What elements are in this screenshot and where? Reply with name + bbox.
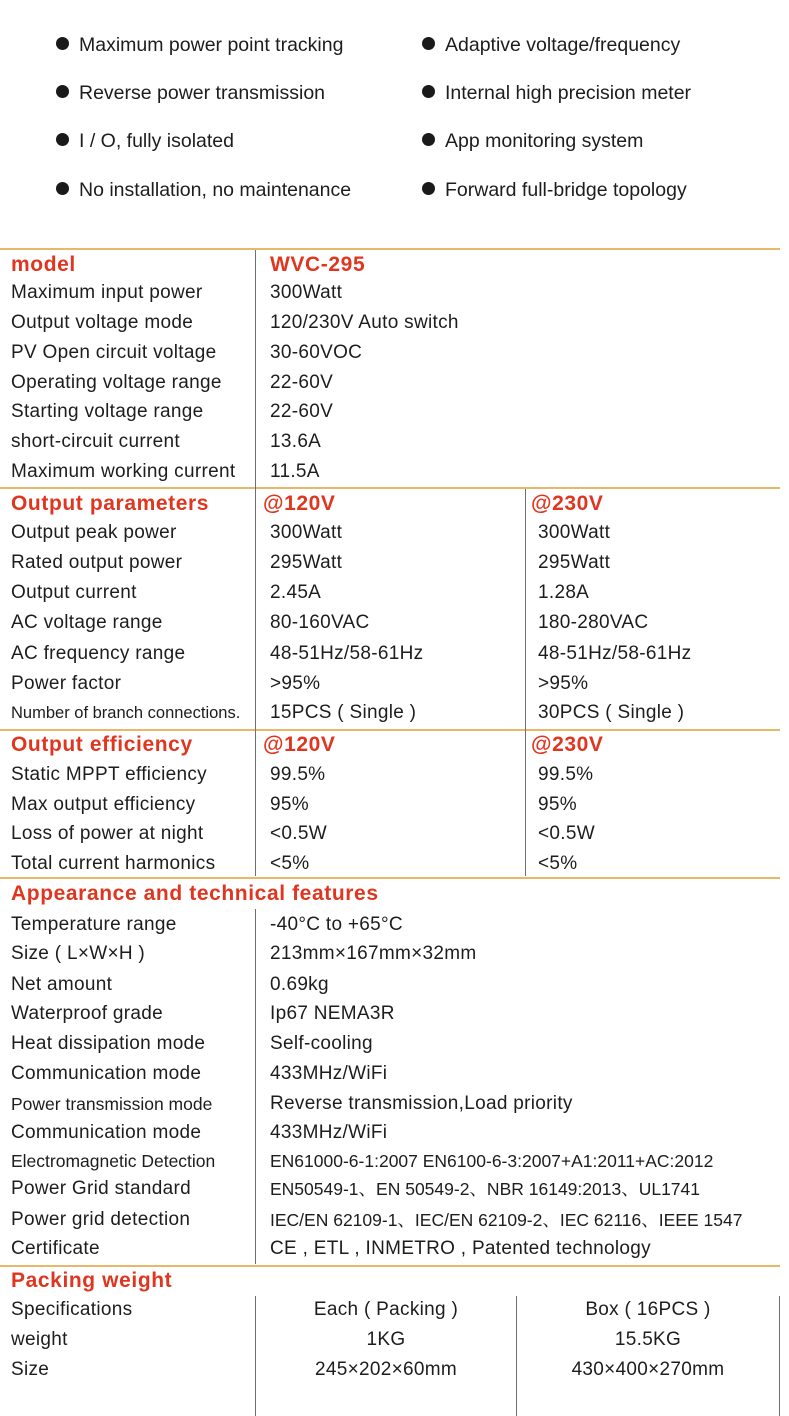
- row-value-120v: <0.5W: [270, 823, 327, 844]
- section-title: Output efficiency: [11, 733, 193, 756]
- table-row: [0, 1089, 789, 1119]
- row-label: AC frequency range: [11, 643, 186, 664]
- feature-label: Internal high precision meter: [445, 82, 692, 104]
- feature-item: [422, 130, 643, 153]
- row-value-120v: 15PCS ( Single ): [270, 702, 417, 723]
- table-row: [0, 669, 789, 699]
- feature-label: Forward full-bridge topology: [445, 179, 687, 201]
- row-label: Communication mode: [11, 1122, 202, 1143]
- row-label: Rated output power: [11, 552, 183, 573]
- row-label: Maximum input power: [11, 282, 203, 303]
- bullet-icon: [56, 182, 69, 195]
- row-value-230v: 99.5%: [538, 764, 594, 785]
- row-value-120v: 2.45A: [270, 582, 322, 603]
- row-label: Specifications: [11, 1299, 133, 1320]
- row-value-each: 245×202×60mm: [315, 1359, 457, 1380]
- table-row: [0, 760, 789, 790]
- feature-item: [56, 82, 325, 105]
- feature-list: [0, 0, 789, 215]
- row-value-120v: <5%: [270, 853, 310, 874]
- row-value: Reverse transmission,Load priority: [270, 1093, 573, 1114]
- row-label: Communication mode: [11, 1063, 202, 1084]
- row-value: 22-60V: [270, 372, 334, 393]
- feature-item: [422, 82, 691, 105]
- bullet-icon: [422, 85, 435, 98]
- table-row: [0, 790, 789, 820]
- bullet-icon: [422, 133, 435, 146]
- table-row: [0, 278, 789, 308]
- table-row: [0, 1059, 789, 1089]
- row-value: CE , ETL , INMETRO , Patented technology: [270, 1238, 651, 1259]
- table-row: [0, 548, 789, 578]
- section-header-output-parameters: [0, 489, 789, 519]
- table-row: [0, 578, 789, 608]
- row-label: Output voltage mode: [11, 312, 194, 333]
- feature-item: [422, 34, 680, 57]
- row-label: Heat dissipation mode: [11, 1033, 206, 1054]
- table-row: [0, 1325, 789, 1355]
- section-header-appearance: [0, 879, 789, 909]
- feature-item: [422, 179, 687, 202]
- row-label: Loss of power at night: [11, 823, 204, 844]
- row-value-120v: 295Watt: [270, 552, 343, 573]
- row-value-230v: >95%: [538, 673, 589, 694]
- row-label: Power transmission mode: [11, 1094, 213, 1114]
- table-row: [0, 308, 789, 338]
- row-value: 30-60VOC: [270, 342, 363, 363]
- row-value: -40°C to +65°C: [270, 914, 403, 935]
- row-value: 433MHz/WiFi: [270, 1122, 388, 1143]
- row-label: Power factor: [11, 673, 122, 694]
- row-value: 22-60V: [270, 401, 334, 422]
- row-value-230v: 1.28A: [538, 582, 590, 603]
- spec-table: [0, 248, 789, 1416]
- table-row: [0, 1118, 789, 1148]
- feature-label: Adaptive voltage/frequency: [445, 34, 681, 56]
- table-row: [0, 608, 789, 638]
- row-label: Static MPPT efficiency: [11, 764, 207, 785]
- row-label: Power grid detection: [11, 1209, 191, 1230]
- row-value-box: 430×400×270mm: [571, 1359, 725, 1380]
- row-label: AC voltage range: [11, 612, 163, 633]
- row-label: Max output efficiency: [11, 794, 196, 815]
- row-label: PV Open circuit voltage: [11, 342, 217, 363]
- row-value-230v: <5%: [538, 853, 578, 874]
- row-label: Size: [11, 1359, 50, 1380]
- table-row: [0, 338, 789, 368]
- feature-label: Maximum power point tracking: [79, 34, 344, 56]
- row-value: 11.5A: [270, 461, 320, 482]
- row-value: 300Watt: [270, 282, 343, 303]
- column-header-120v: @120V: [263, 733, 336, 756]
- row-label: Operating voltage range: [11, 372, 222, 393]
- row-value-230v: 48-51Hz/58-61Hz: [538, 643, 692, 664]
- row-value: EN61000-6-1:2007 EN6100-6-3:2007+A1:2011+AC:2012: [270, 1151, 714, 1171]
- row-value-120v: >95%: [270, 673, 321, 694]
- row-label: Waterproof grade: [11, 1003, 163, 1024]
- row-value-120v: 95%: [270, 794, 309, 815]
- section-header-output-efficiency: [0, 730, 789, 760]
- row-value-230v: 30PCS ( Single ): [538, 702, 685, 723]
- row-label: Electromagnetic Detection: [11, 1151, 216, 1171]
- table-row: [0, 970, 789, 1000]
- section-title: Appearance and technical features: [11, 882, 379, 905]
- section-header-packing: [0, 1266, 789, 1296]
- table-row: [0, 1146, 789, 1176]
- row-value: 433MHz/WiFi: [270, 1063, 388, 1084]
- table-row: [0, 1295, 789, 1325]
- table-row: [0, 999, 789, 1029]
- row-label: Net amount: [11, 974, 113, 995]
- feature-item: [56, 179, 351, 202]
- bullet-icon: [56, 37, 69, 50]
- table-row: [0, 1205, 789, 1235]
- feature-label: I / O, fully isolated: [79, 130, 234, 152]
- column-header-230v: @230V: [531, 492, 604, 515]
- row-label: Size ( L×W×H ): [11, 943, 146, 964]
- section-title: Packing weight: [11, 1269, 173, 1292]
- row-value-230v: 95%: [538, 794, 577, 815]
- row-label: Output current: [11, 582, 137, 603]
- feature-item: [56, 34, 343, 57]
- row-value: IEC/EN 62109-1、IEC/EN 62109-2、IEC 62116、IEEE 1547: [270, 1210, 743, 1230]
- row-value-each: 1KG: [366, 1329, 406, 1350]
- column-header-box: Box ( 16PCS ): [585, 1299, 711, 1320]
- table-row: [0, 910, 789, 940]
- table-row: [0, 427, 789, 457]
- feature-label: Reverse power transmission: [79, 82, 326, 104]
- row-value-230v: 180-280VAC: [538, 612, 649, 633]
- row-value-120v: 300Watt: [270, 522, 343, 543]
- table-row: [0, 819, 789, 849]
- row-value-230v: 300Watt: [538, 522, 611, 543]
- bullet-icon: [422, 37, 435, 50]
- table-row: [0, 1234, 789, 1264]
- model-name: WVC-295: [270, 253, 366, 276]
- row-value-120v: 80-160VAC: [270, 612, 370, 633]
- bullet-icon: [56, 133, 69, 146]
- row-value: 13.6A: [270, 431, 322, 452]
- row-label: Power Grid standard: [11, 1178, 191, 1199]
- row-value-230v: 295Watt: [538, 552, 611, 573]
- feature-label: No installation, no maintenance: [79, 179, 352, 201]
- section-header-model: [0, 250, 789, 280]
- row-value: Self-cooling: [270, 1033, 373, 1054]
- column-header-each: Each ( Packing ): [313, 1299, 459, 1320]
- row-label: Total current harmonics: [11, 853, 216, 874]
- row-value-120v: 48-51Hz/58-61Hz: [270, 643, 424, 664]
- row-value: 0.69kg: [270, 974, 329, 995]
- table-row: [0, 457, 789, 487]
- bullet-icon: [56, 85, 69, 98]
- row-value-230v: <0.5W: [538, 823, 595, 844]
- table-row: [0, 397, 789, 427]
- row-value-120v: 99.5%: [270, 764, 326, 785]
- section-title: Output parameters: [11, 492, 210, 515]
- table-row: [0, 518, 789, 548]
- section-title: model: [11, 253, 76, 276]
- table-row: [0, 639, 789, 669]
- feature-label: App monitoring system: [445, 130, 644, 152]
- row-value: Ip67 NEMA3R: [270, 1003, 395, 1024]
- row-value: 213mm×167mm×32mm: [270, 943, 477, 964]
- column-header-230v: @230V: [531, 733, 604, 756]
- row-label: Maximum working current: [11, 461, 236, 482]
- feature-item: [56, 130, 234, 153]
- table-row: [0, 368, 789, 398]
- row-label: weight: [11, 1329, 68, 1350]
- row-label: Temperature range: [11, 914, 177, 935]
- table-row: [0, 849, 789, 879]
- table-row: [0, 698, 789, 728]
- table-row: [0, 1029, 789, 1059]
- table-row: [0, 1355, 789, 1385]
- row-label: Number of branch connections.: [11, 704, 241, 722]
- row-label: Starting voltage range: [11, 401, 204, 422]
- row-label: Certificate: [11, 1238, 100, 1259]
- row-label: Output peak power: [11, 522, 177, 543]
- table-row: [0, 1174, 789, 1204]
- bullet-icon: [422, 182, 435, 195]
- row-value: 120/230V Auto switch: [270, 312, 459, 333]
- row-value-box: 15.5KG: [614, 1329, 682, 1350]
- row-value: EN50549-1、EN 50549-2、NBR 16149:2013、UL1741: [270, 1179, 700, 1199]
- row-label: short-circuit current: [11, 431, 180, 452]
- table-row: [0, 939, 789, 969]
- column-header-120v: @120V: [263, 492, 336, 515]
